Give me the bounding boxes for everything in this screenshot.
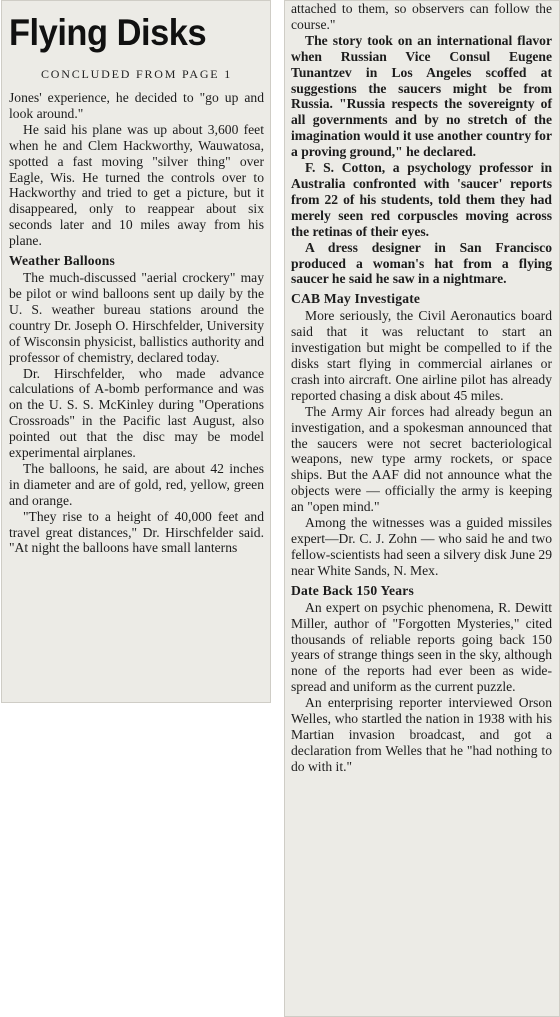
bold-paragraph: A dress designer in San Francisco produced a woman's hat from a flying saucer he said he saw in a nightmare.: [291, 239, 552, 287]
subhead-weather-balloons: Weather Balloons: [9, 253, 116, 269]
article-paragraph: An enterprising reporter interviewed Orson Welles, who startled the nation in 1938 with his Martian invasion broadcast, and got a declaration from Welles that he "had nothing to do with it.": [291, 695, 552, 774]
right-column-clipping: [284, 0, 560, 1017]
article-paragraph: attached to them, so observers can follow the course.": [291, 1, 552, 32]
article-paragraph: Dr. Hirschfelder, who made advance calculations of A-bomb performance and was on the U. S. S. McKinley during "Operations Crossroads" in the Pacific last August, also pointed out that the disc may be model experimental airplanes.: [9, 365, 264, 461]
left-column-clipping: [1, 0, 271, 703]
continued-from-line: CONCLUDED FROM PAGE 1: [40, 67, 233, 81]
article-paragraph: More seriously, the Civil Aeronautics board said that it was reluctant to start an investigation but might be compelled to if the disks start flying in commercial airlanes or crash into aircraft. One airline pilot has already reported chasing a disk about 45 miles.: [291, 308, 552, 403]
article-paragraph: He said his plane was up about 3,600 feet when he and Clem Hackworthy, Wauwatosa, spotted a fast moving "silver thing" over Eagle, Wis. He turned the controls over to Hackworthy and tried to get a picture, but it disappeared, only to reappear about six seconds later and 10 miles away from his plane.: [9, 121, 264, 249]
subhead-date-back-150-years: Date Back 150 Years: [291, 582, 414, 598]
bold-paragraph: F. S. Cotton, a psychology professor in Australia confronted with 'saucer' reports from 22 of his students, told them they had merely seen red corpuscles moving across the retinas of their eyes.: [291, 160, 552, 239]
article-paragraph: "They rise to a height of 40,000 feet and travel great distances," Dr. Hirschfelder said. "At night the balloons have small lanterns: [9, 508, 264, 556]
headline: Flying Disks: [9, 12, 207, 53]
article-paragraph: An expert on psychic phenomena, R. Dewitt Miller, author of "Forgotten Mysteries," cited thousands of reliable reports going back 150 years of strange things seen in the sky, although none of the reports had ever been as wide-spread and uniform as the current puzzle.: [291, 599, 552, 695]
article-paragraph: Jones' experience, he decided to "go up and look around.": [9, 90, 264, 121]
subhead-cab-may-investigate: CAB May Investigate: [291, 291, 421, 307]
article-paragraph: The balloons, he said, are about 42 inches in diameter and are of gold, red, yellow, green and orange.: [9, 460, 264, 508]
bold-paragraph: The story took on an international flavor when Russian Vice Consul Eugene Tunantzev in Los Angeles scoffed at suggestions the saucers might be from Russia. "Russia respects the sovereignty of all governments and by no stretch of the imagination would it use another country for a proving ground," he declared.: [291, 32, 552, 160]
article-paragraph: The Army Air forces had already begun an investigation, and a spokesman announced that the saucers were not secret bacteriological weapons, new type army rockets, or space ships. But the AAF did not announce what the objects were — officially the army is keeping an "open mind.": [291, 403, 552, 515]
article-paragraph: Among the witnesses was a guided missiles expert—Dr. C. J. Zohn — who said he and two fellow-scientists had seen a silvery disk June 29 near White Sands, N. Mex.: [291, 515, 552, 578]
article-paragraph: The much-discussed "aerial crockery" may be pilot or wind balloons sent up daily by the U. S. weather bureau stations around the country Dr. Joseph O. Hirschfelder, University of Wisconsin physicist, ballistics authority and professor of chemistry, declared today.: [9, 270, 264, 365]
